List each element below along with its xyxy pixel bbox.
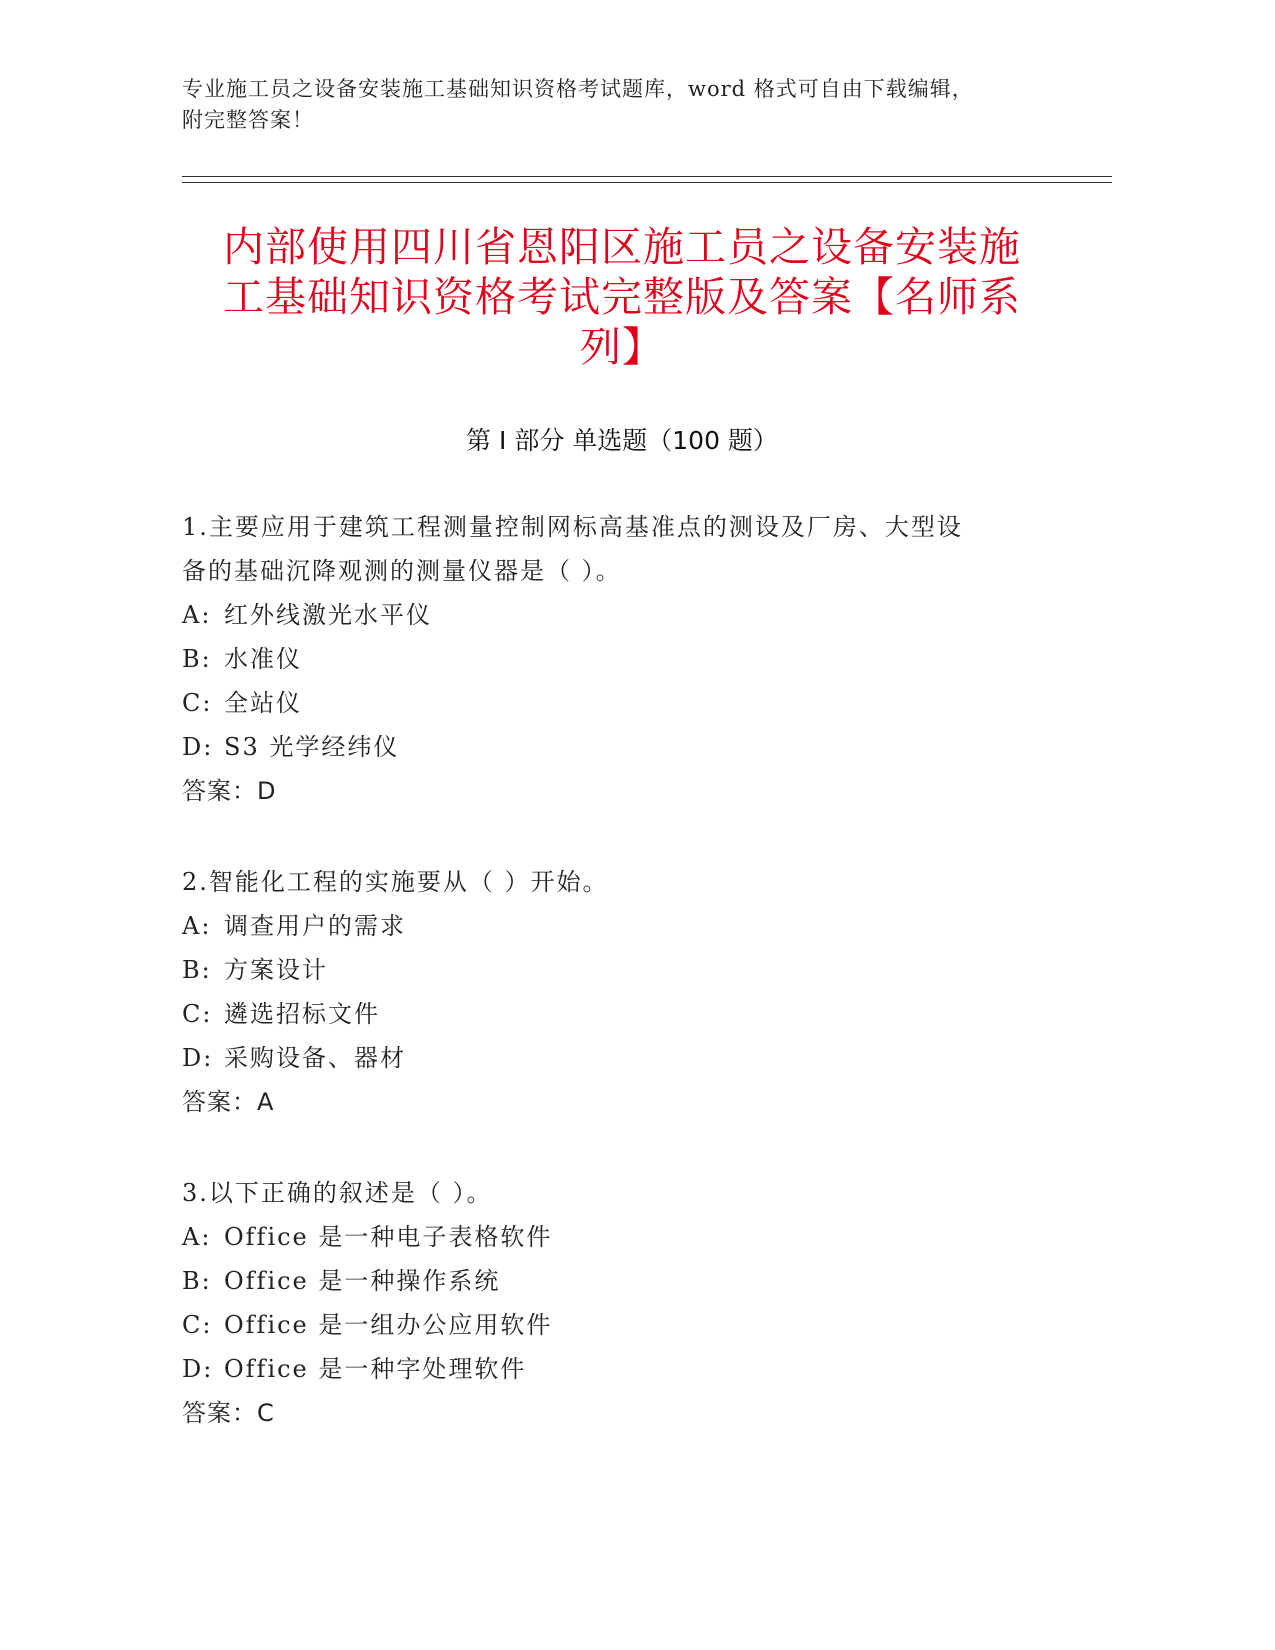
option-b <box>182 1259 1062 1303</box>
option-c <box>182 681 1062 725</box>
document-title-line-3: 列】 <box>580 323 664 371</box>
option-text: Office 是一种操作系统 <box>224 1267 501 1295</box>
option-text: 方案设计 <box>224 956 328 984</box>
header-note <box>182 74 1082 136</box>
option-b <box>182 948 1062 992</box>
option-letter: A: <box>182 601 212 629</box>
option-a <box>182 904 1062 948</box>
option-d <box>182 725 1062 769</box>
option-text: 红外线激光水平仪 <box>224 601 432 629</box>
option-letter: C: <box>182 689 213 717</box>
document-title-line-2: 工基础知识资格考试完整版及答案【名师系 <box>223 273 1021 321</box>
option-text: Office 是一种字处理软件 <box>224 1355 527 1383</box>
header-note-line-2: 附完整答案！ <box>182 108 314 132</box>
option-text: 遴选招标文件 <box>224 1000 380 1028</box>
option-letter: B: <box>182 956 212 984</box>
option-letter: B: <box>182 645 212 673</box>
document-title <box>182 222 1062 372</box>
answer-key: 答案：C <box>182 1399 275 1427</box>
option-letter: D: <box>182 733 214 761</box>
option-letter: D: <box>182 1355 214 1383</box>
option-text: Office 是一组办公应用软件 <box>224 1311 553 1339</box>
option-a <box>182 1215 1062 1259</box>
option-text: 全站仪 <box>224 689 302 717</box>
answer-key: 答案：A <box>182 1088 275 1116</box>
option-letter: D: <box>182 1044 214 1072</box>
option-letter: C: <box>182 1000 213 1028</box>
option-c <box>182 992 1062 1036</box>
question-1 <box>182 505 1062 813</box>
option-a <box>182 593 1062 637</box>
question-3 <box>182 1171 1062 1435</box>
header-note-line-1: 专业施工员之设备安装施工基础知识资格考试题库，word 格式可自由下载编辑， <box>182 77 974 101</box>
option-text: 采购设备、器材 <box>224 1044 406 1072</box>
option-text: 调查用户的需求 <box>224 912 406 940</box>
header-divider <box>182 176 1112 183</box>
option-d <box>182 1347 1062 1391</box>
option-b <box>182 637 1062 681</box>
option-c <box>182 1303 1062 1347</box>
option-d <box>182 1036 1062 1080</box>
option-text: Office 是一种电子表格软件 <box>224 1223 553 1251</box>
section-heading: 第 I 部分 单选题（100 题） <box>466 426 778 455</box>
option-text: 水准仪 <box>224 645 302 673</box>
option-text: S3 光学经纬仪 <box>224 733 400 761</box>
option-letter: A: <box>182 1223 212 1251</box>
question-stem-continued: 备的基础沉降观测的测量仪器是（ ）。 <box>182 557 622 585</box>
option-letter: A: <box>182 912 212 940</box>
question-2 <box>182 860 1062 1124</box>
option-letter: B: <box>182 1267 212 1295</box>
question-list <box>182 505 1062 1482</box>
document-title-line-1: 内部使用四川省恩阳区施工员之设备安装施 <box>223 223 1021 271</box>
answer-key: 答案：D <box>182 777 277 805</box>
question-stem: 1.主要应用于建筑工程测量控制网标高基准点的测设及厂房、大型设 <box>182 513 963 541</box>
option-letter: C: <box>182 1311 213 1339</box>
question-stem: 2.智能化工程的实施要从（ ）开始。 <box>182 868 609 896</box>
question-stem: 3.以下正确的叙述是（ ）。 <box>182 1179 493 1207</box>
